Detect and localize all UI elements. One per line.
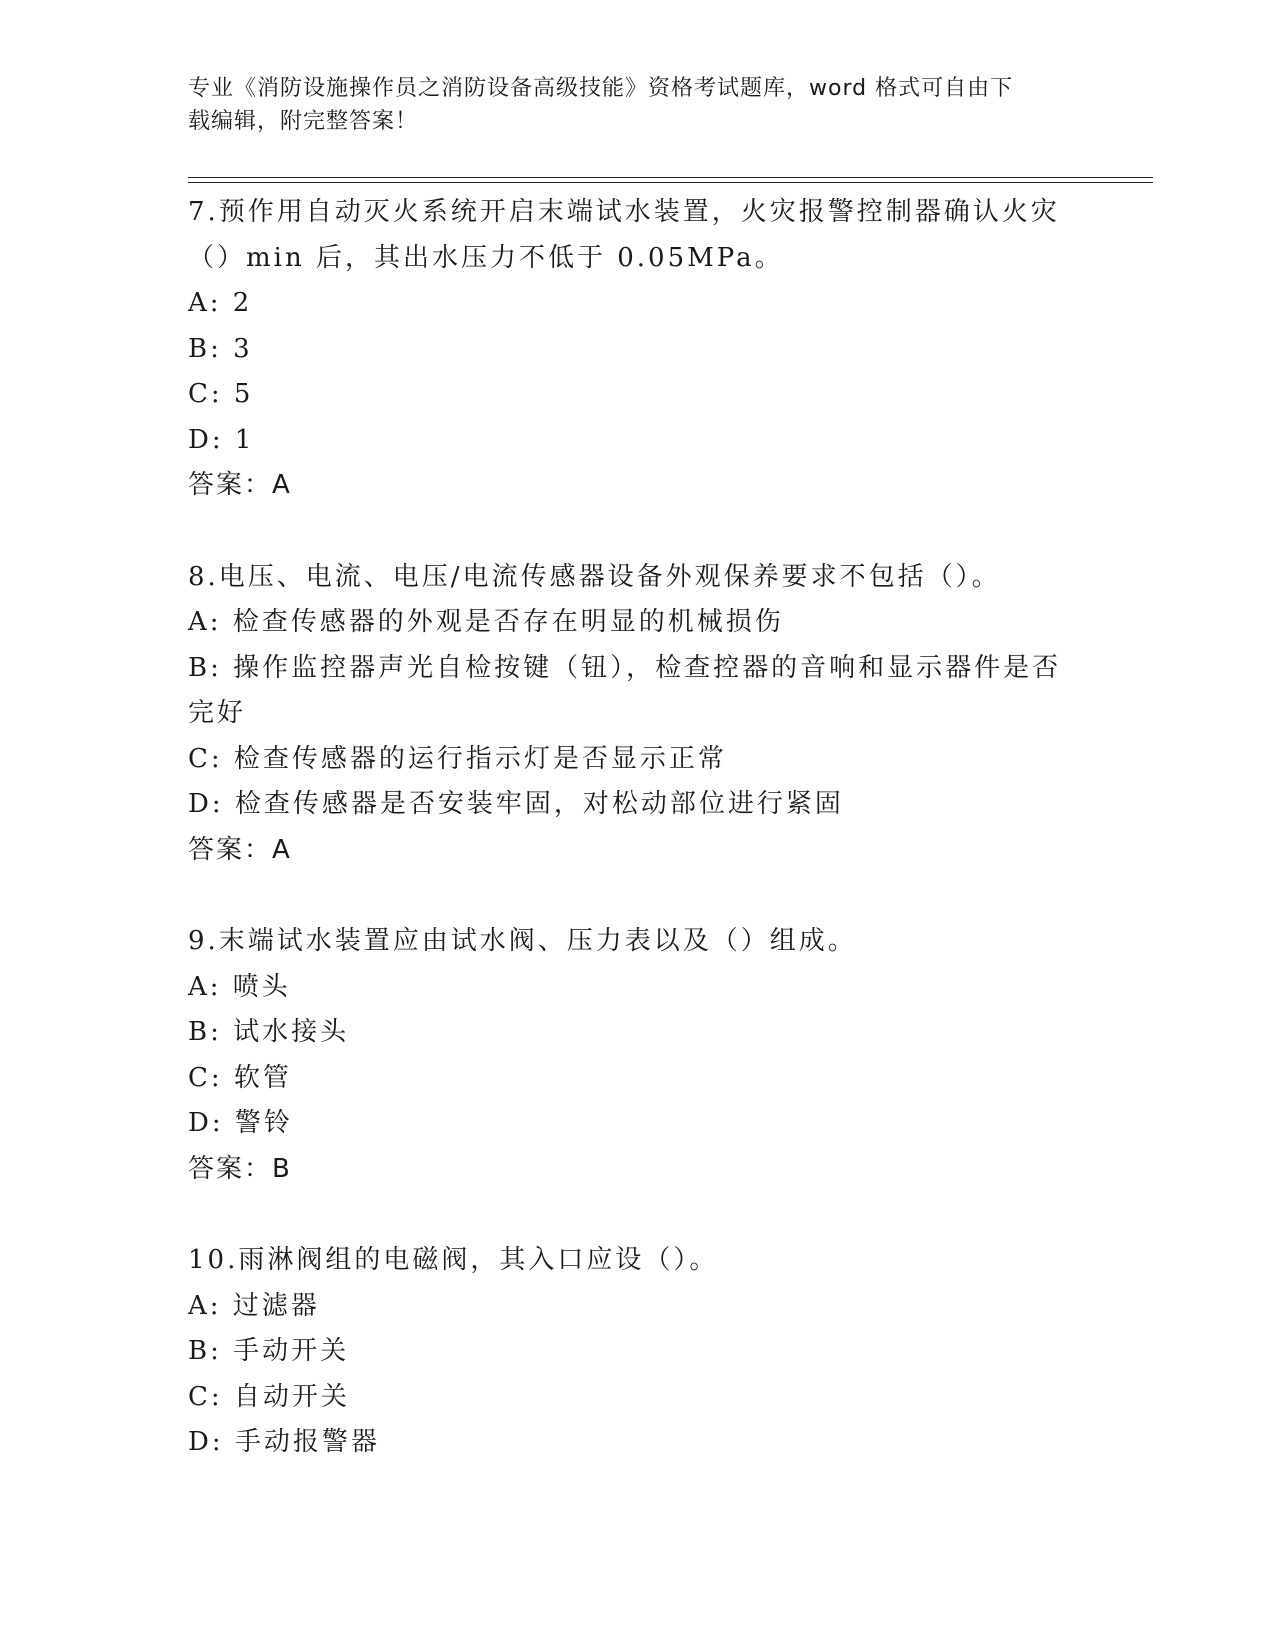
question-7 [188, 190, 1088, 509]
question-10-option-b: B: 手动开关 [188, 1336, 350, 1366]
question-9-answer: 答案：B [188, 1153, 292, 1184]
question-8-option-b-cont: 完好 [188, 698, 247, 728]
question-7-option-b: B: 3 [188, 333, 253, 364]
question-9-option-a: A: 喷头 [188, 971, 291, 1002]
header-rule-top [188, 177, 1153, 178]
question-10-option-d: D: 手动报警器 [188, 1427, 380, 1457]
question-8-option-a: A: 检查传感器的外观是否存在明显的机械损伤 [188, 607, 784, 637]
question-9-option-d: D: 警铃 [188, 1108, 293, 1138]
question-9-option-b: B: 试水接头 [188, 1017, 350, 1047]
question-8-option-c: C: 检查传感器的运行指示灯是否显示正常 [188, 743, 727, 774]
question-8-stem-line-1: 8.电压、电流、电压/电流传感器设备外观保养要求不包括（）。 [188, 561, 1001, 592]
spacer [188, 1192, 1088, 1238]
question-7-option-c: C: 5 [188, 379, 254, 409]
spacer [188, 873, 1088, 919]
header-line-1: 专业《消防设施操作员之消防设备高级技能》资格考试题库，word 格式可自由下 [188, 76, 1014, 101]
question-8-option-b: B: 操作监控器声光自检按键（钮），检查控器的音响和显示器件是否 [188, 652, 1062, 683]
question-8 [188, 555, 1088, 874]
question-10-option-c: C: 自动开关 [188, 1381, 350, 1412]
question-8-option-d: D: 检查传感器是否安装牢固，对松动部位进行紧固 [188, 789, 844, 819]
question-10-option-a: A: 过滤器 [188, 1290, 320, 1321]
header-rule-bottom [188, 182, 1153, 183]
spacer [188, 509, 1088, 555]
question-9-option-c: C: 软管 [188, 1062, 292, 1093]
question-7-stem-line-1: 7.预作用自动灭火系统开启末端试水装置，火灾报警控制器确认火灾 [188, 197, 1060, 227]
question-7-option-a: A: 2 [188, 288, 253, 318]
question-8-answer: 答案：A [188, 834, 292, 865]
question-10 [188, 1238, 1088, 1466]
question-7-stem-line-2: （）min 后，其出水压力不低于 0.05MPa。 [188, 242, 784, 273]
question-9-stem-line-1: 9.末端试水装置应由试水阀、压力表以及（）组成。 [188, 926, 857, 956]
header-line-2: 载编辑，附完整答案！ [188, 109, 419, 134]
question-list [188, 190, 1088, 1466]
question-9 [188, 919, 1088, 1192]
question-7-answer: 答案：A [188, 470, 292, 500]
question-10-stem-line-1: 10.雨淋阀组的电磁阀，其入口应设（）。 [188, 1245, 719, 1275]
document-header [188, 72, 1068, 138]
question-7-option-d: D: 1 [188, 424, 255, 455]
